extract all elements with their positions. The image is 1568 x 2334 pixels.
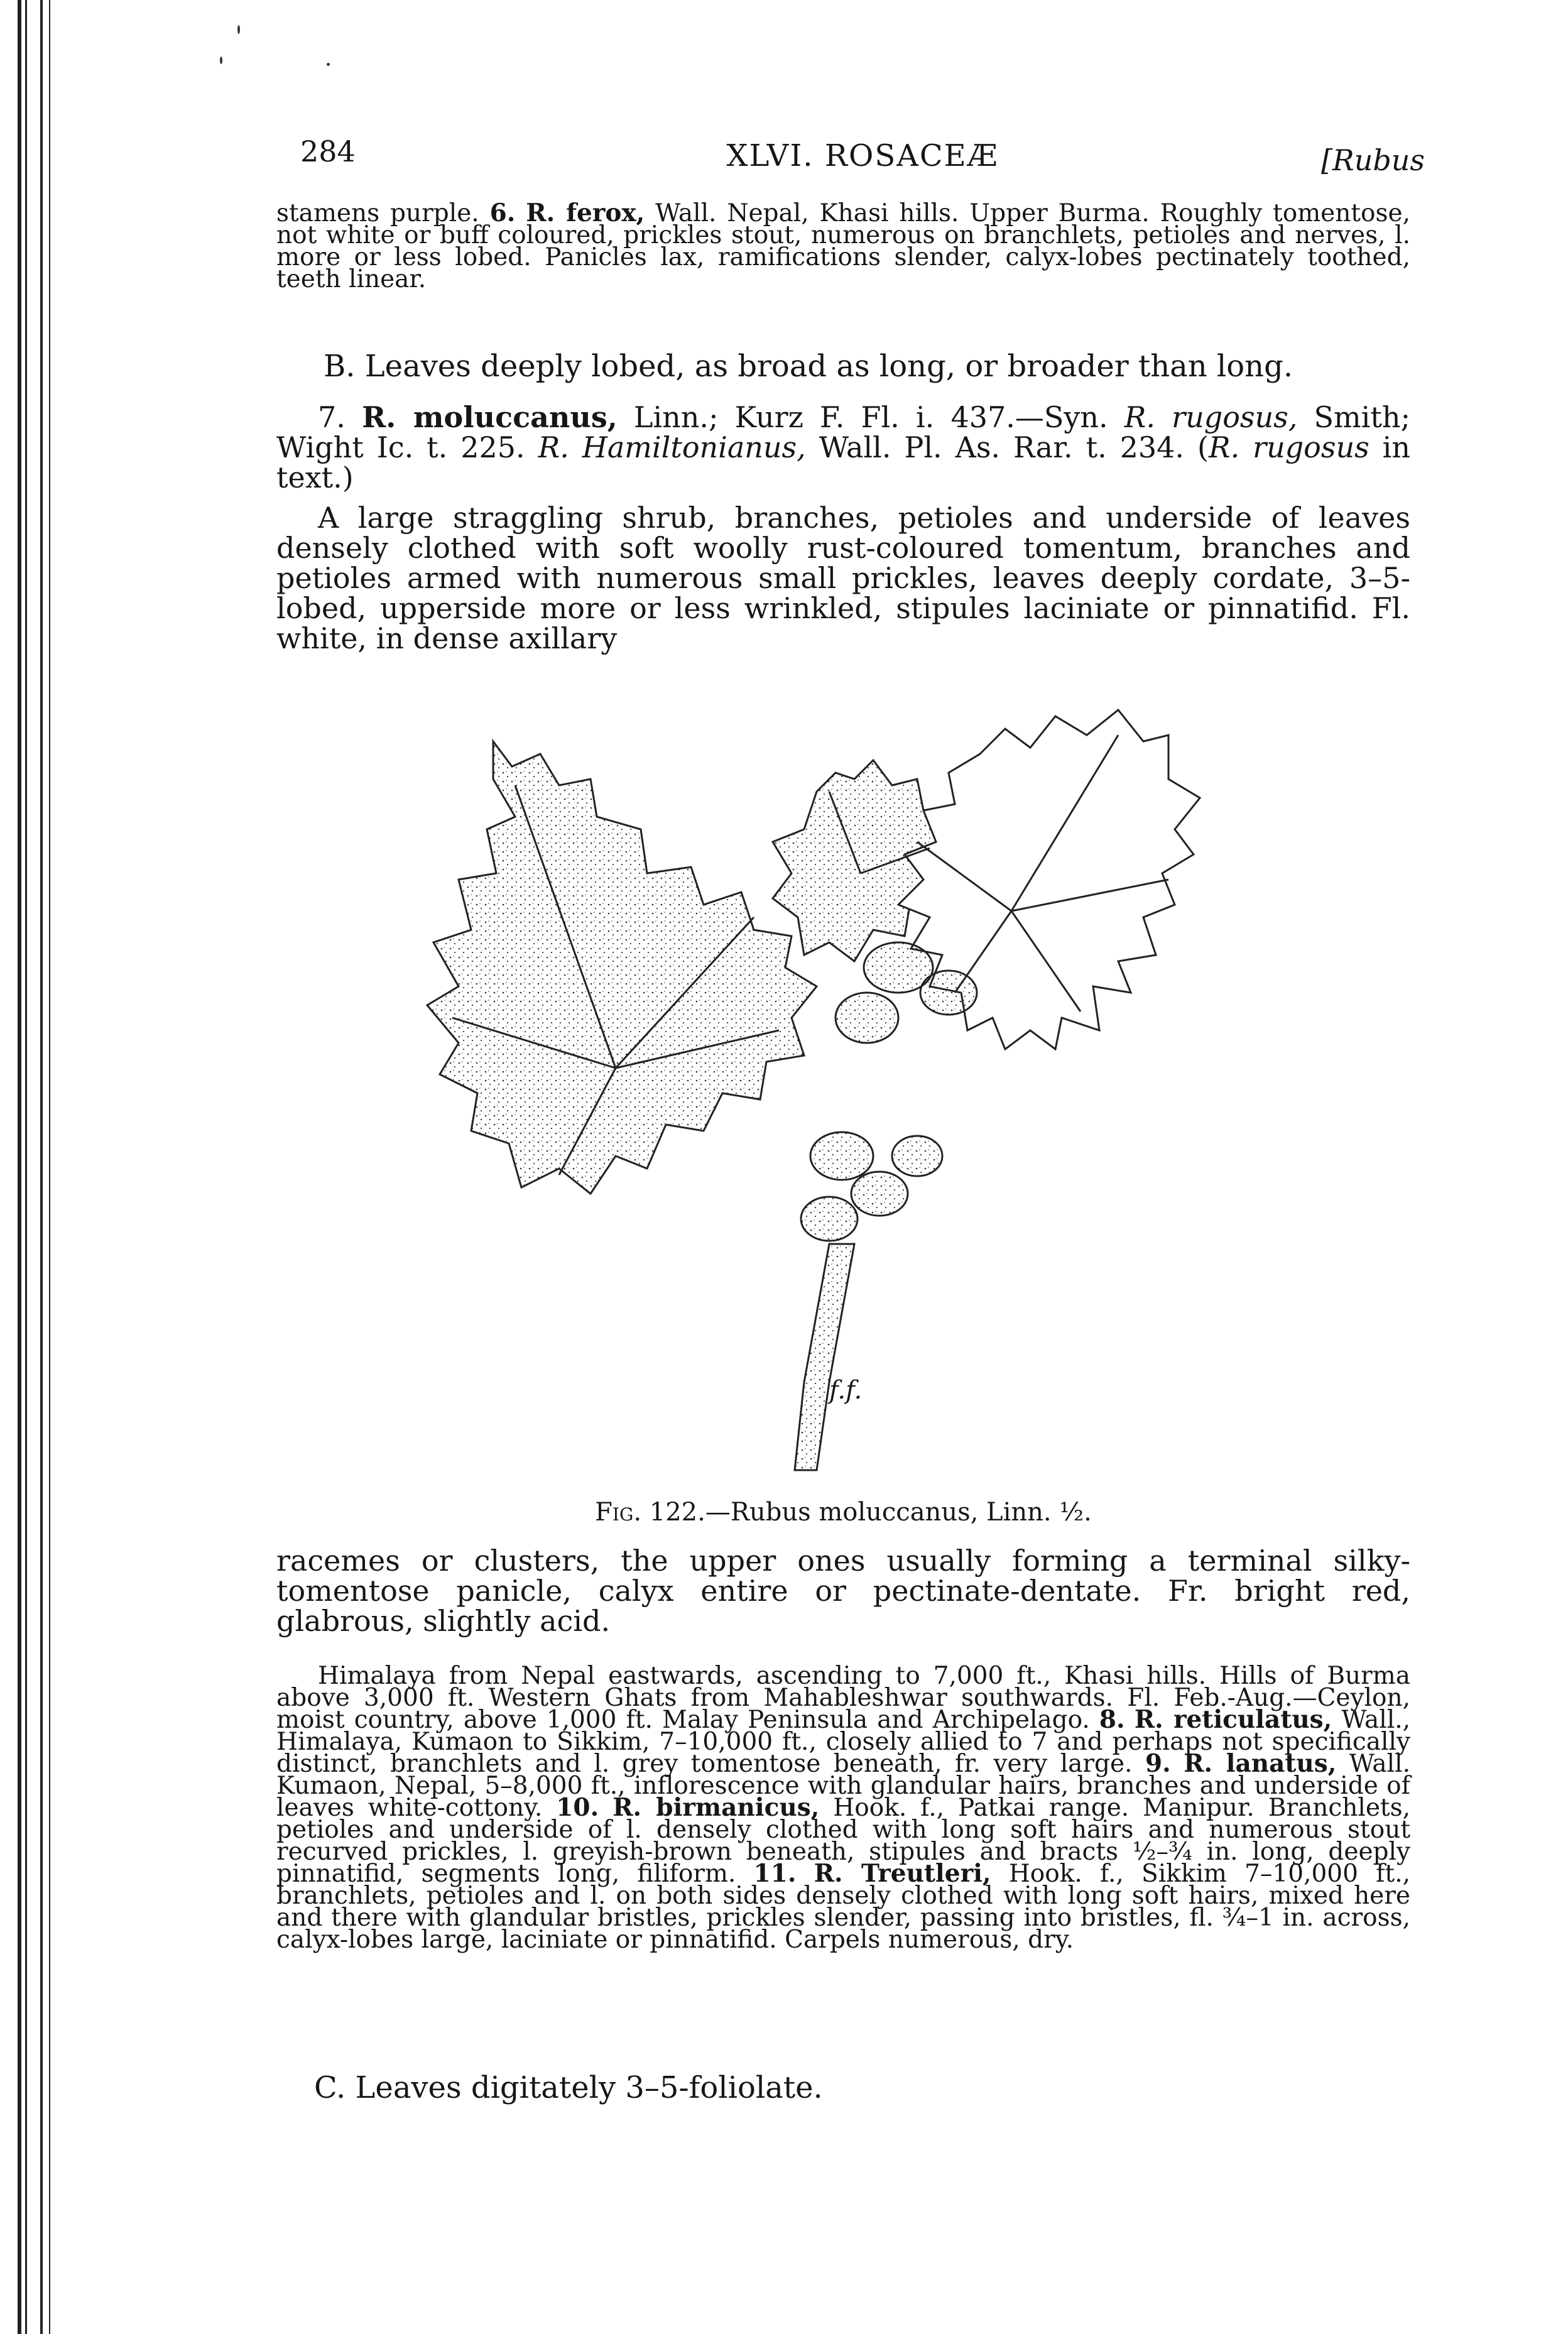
distribution-text: Himalaya from Nepal eastwards, ascending to 7,000 ft., Khasi hills. Hills of Burma above 3,000 ft. Western Ghats from Mahableshwar southwards. Fl. Feb.-Aug.—Ceylon, moist country, above 1,000 ft. Malay Peninsula and Archipelago. [276, 1662, 1410, 1734]
species-number: 8. [1099, 1705, 1125, 1734]
scan-speck [237, 25, 240, 34]
figure-scale: ½. [1059, 1498, 1092, 1527]
section-tag: [Rubus [1321, 143, 1425, 177]
figure-label: Fig. 122. [595, 1498, 705, 1527]
synonym-reference: in text.) [276, 430, 1411, 494]
species-number: 11. [753, 1859, 797, 1888]
subsection-heading-c: C. Leaves digitately 3–5-foliolate. [314, 2070, 823, 2105]
subsection-heading-b: B. Leaves deeply lobed, as broad as long, or broader than long. [324, 349, 1293, 384]
species-number: 10. [556, 1793, 599, 1822]
distribution-text: Wall. Kumaon, Nepal, 5–8,000 ft., inflorescence with glandular hairs, branches and underside of leaves white-cottony. [276, 1750, 1410, 1822]
species-authority: Linn.; Kurz F. Fl. i. 437.—Syn. [633, 400, 1108, 434]
species-name: R. moluccanus, [362, 400, 618, 434]
species-name: R. lanatus, [1184, 1749, 1337, 1778]
figure-caption-text: —Rubus moluccanus, Linn. [705, 1498, 1052, 1527]
species-description-text: A large straggling shrub, branches, petioles and underside of leaves densely clothed with soft woolly rust-coloured tomentum, branches and petioles armed with numerous small prickles, leaves deeply cordate, 3–5-lobed, upperside more or less wrinkled, stipules laciniate or pinnatifid. Fl. white, in dense axillary [276, 501, 1410, 655]
synonym-name: R. Hamiltonianus, [538, 430, 806, 464]
species-number: 7. [318, 400, 346, 434]
synonym-name: R. rugosus, [1124, 400, 1298, 434]
scan-speck [220, 57, 222, 64]
species-entry [276, 402, 1410, 493]
page-binding-edge [0, 0, 54, 2334]
species-name: R. ferox, [526, 199, 645, 227]
distribution-text: Hook. f., Sikkim 7–10,000 ft., branchlets, petioles and l. on both sides densely clothed with long soft hairs, mixed here and there with glandular bristles, prickles slender, passing into bristles, fl. ¾–1 in. across, calyx-lobes large, laciniate or pinnatifid. Carpels numerous, dry. [276, 1860, 1411, 1954]
species-name: R. Treutleri, [814, 1859, 991, 1888]
distribution-text: Hook. f., Patkai range. Manipur. Branchlets, petioles and underside of l. densely clothed with long soft hairs and numerous stout recurved prickles, l. greyish-brown beneath, stipules and bracts ½–¾ in. long, deeply pinnatifid, segments long, filiform. [276, 1794, 1410, 1888]
stippled-leaf [427, 741, 817, 1194]
species-description-continued: racemes or clusters, the upper ones usually forming a terminal silky-tomentose panicle, calyx entire or pectinate-dentate. Fr. bright red, glabrous, slightly acid. [276, 1544, 1410, 1638]
continuation-paragraph [276, 199, 1411, 293]
page-number: 284 [300, 134, 356, 168]
flower-clusters [801, 942, 977, 1241]
botanical-illustration [352, 691, 1282, 1495]
figure-caption [276, 1498, 1410, 1527]
species-number: 6. [489, 199, 516, 227]
species-name: R. birmanicus, [612, 1793, 820, 1822]
stem [795, 1244, 854, 1470]
scan-speck [327, 63, 330, 66]
continuation-lead: stamens purple. [276, 199, 479, 227]
running-header [300, 134, 1425, 185]
rubus-leaf-drawing [352, 691, 1282, 1495]
species-description: Wall. Nepal, Khasi hills. Upper Burma. Roughly tomentose, not white or buff coloured, prickles stout, numerous on branchlets, petioles and nerves, l. more or less lobed. Panicles lax, ramifications slender, calyx-lobes pectinately toothed, teeth linear. [276, 199, 1411, 293]
distribution-notes [276, 1662, 1411, 1954]
artist-mark: f.f. [829, 1376, 863, 1405]
synonym-reference: Wall. Pl. As. Rar. t. 234. ( [819, 430, 1209, 464]
synonym-name: R. rugosus [1208, 430, 1369, 464]
species-name: R. reticulatus, [1134, 1705, 1332, 1734]
distribution-text: Wall., Himalaya, Kumaon to Sikkim, 7–10,000 ft., closely allied to 7 and perhaps not specifically distinct, branchlets and l. grey tomentose beneath, fr. very large. [276, 1706, 1410, 1778]
species-number: 9. [1145, 1749, 1171, 1778]
synonym-reference: Smith; Wight Ic. t. 225. [276, 400, 1410, 464]
running-head-title: XLVI. ROSACEÆ [726, 138, 999, 173]
